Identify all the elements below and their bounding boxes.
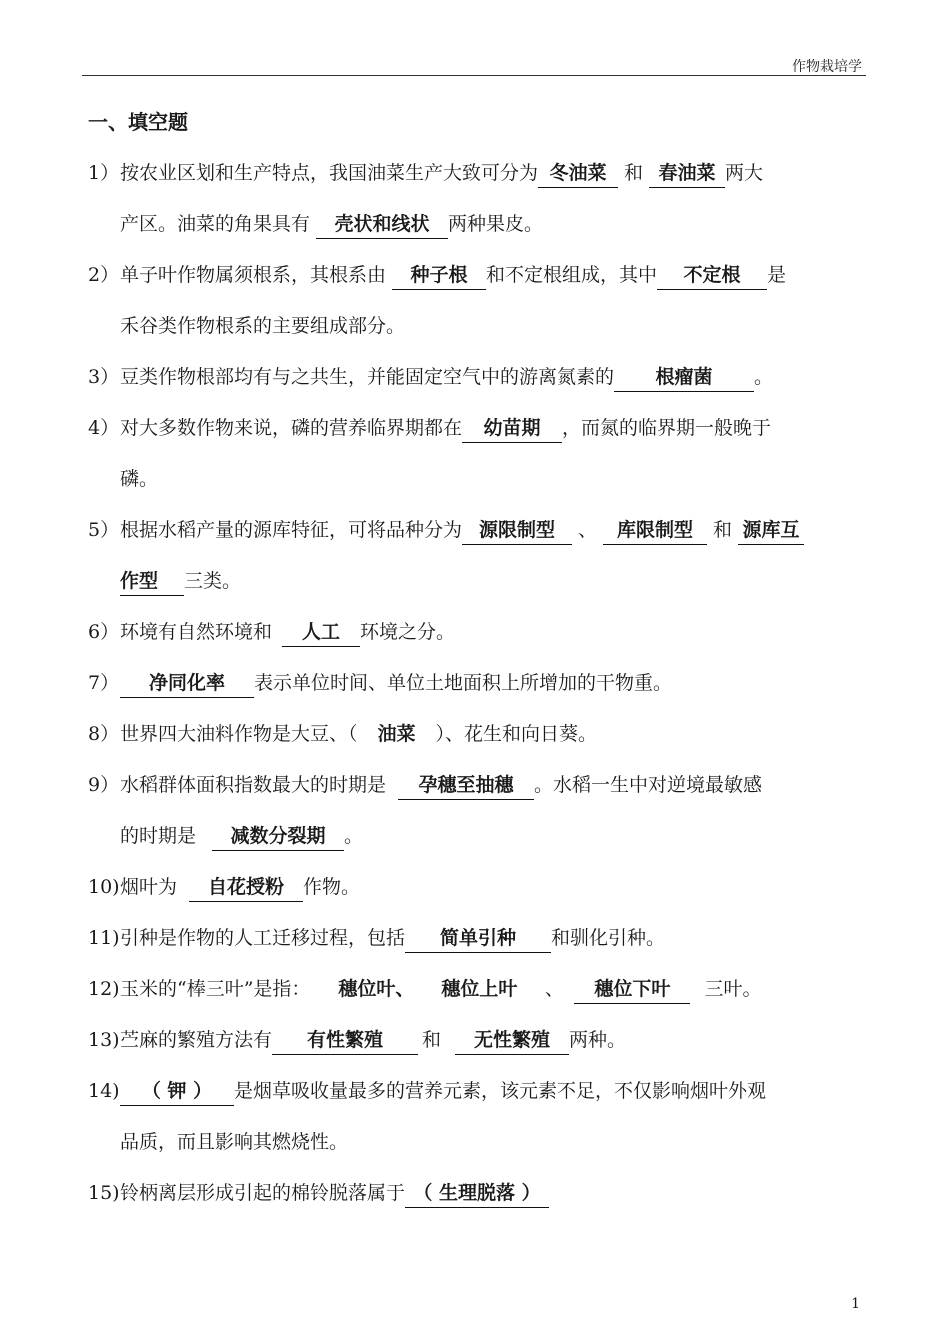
question-9 xyxy=(88,772,762,800)
question-text: 根据水稻产量的源库特征，可将品种分为 xyxy=(120,519,463,541)
question-text: 玉米的“棒三叶”是指： xyxy=(120,978,311,1000)
question-number: 14) xyxy=(88,1080,120,1102)
question-number: 11) xyxy=(88,927,120,949)
question-number: 8） xyxy=(88,723,120,745)
question-text: 。水稻一生中对逆境最敏感 xyxy=(534,774,763,796)
question-text: 表示单位时间、单位土地面积上所增加的干物重。 xyxy=(254,672,673,694)
question-text: 的时期是 xyxy=(120,825,197,847)
question-text: 是 xyxy=(767,264,787,286)
question-number: 2） xyxy=(88,264,120,286)
answer-blank: 自花授粉 xyxy=(189,874,303,902)
question-text: 水稻群体面积指数最大的时期是 xyxy=(120,774,387,796)
question-4-continued xyxy=(120,466,158,492)
question-2-continued xyxy=(120,313,405,339)
question-text: 磷。 xyxy=(120,468,159,490)
question-11 xyxy=(88,925,665,953)
question-text: 禾谷类作物根系的主要组成部分。 xyxy=(120,315,406,337)
answer-blank: 幼苗期 xyxy=(462,415,562,443)
question-number: 5） xyxy=(88,519,120,541)
answer-separator: 、 xyxy=(544,978,564,1000)
answer-text: 穗位叶、 xyxy=(338,978,415,1000)
question-14-continued xyxy=(120,1129,348,1155)
answer-blank: 穗位下叶 xyxy=(574,976,690,1004)
answer-blank: 简单引种 xyxy=(405,925,551,953)
answer-blank: 不定根 xyxy=(657,262,767,290)
question-text: 对大多数作物来说，磷的营养临界期都在 xyxy=(120,417,463,439)
question-text: 铃柄离层形成引起的棉铃脱落属于 xyxy=(120,1182,406,1204)
question-text: 引种是作物的人工迁移过程，包括 xyxy=(120,927,406,949)
question-text: 两种果皮。 xyxy=(448,213,544,235)
question-text: 两种。 xyxy=(569,1029,627,1051)
question-number: 10) xyxy=(88,876,120,898)
question-text: 两大 xyxy=(725,162,764,184)
question-7 xyxy=(88,670,672,698)
question-number: 6） xyxy=(88,621,120,643)
question-text: 单子叶作物属须根系，其根系由 xyxy=(120,264,387,286)
question-1 xyxy=(88,160,763,188)
question-number: 15) xyxy=(88,1182,120,1204)
question-1-continued xyxy=(120,211,543,239)
question-12 xyxy=(88,976,761,1004)
answer-blank: 源库互 xyxy=(738,517,804,545)
answer-blank: 壳状和线状 xyxy=(316,211,448,239)
question-text: 和 xyxy=(422,1029,442,1051)
question-number: 13) xyxy=(88,1029,120,1051)
section-title: 一、填空题 xyxy=(88,110,188,134)
question-text: ）、花生和向日葵。 xyxy=(435,723,598,745)
answer-blank: （ 生理脱落 ） xyxy=(405,1180,549,1208)
question-text: 按农业区划和生产特点，我国油菜生产大致可分为 xyxy=(120,162,539,184)
question-5-continued xyxy=(120,568,241,596)
page-number: 1 xyxy=(851,1296,860,1312)
answer-blank: 库限制型 xyxy=(603,517,707,545)
question-text: 和驯化引种。 xyxy=(551,927,666,949)
question-15 xyxy=(88,1180,549,1208)
question-text: 作物。 xyxy=(303,876,361,898)
question-text: 品质，而且影响其燃烧性。 xyxy=(120,1131,349,1153)
answer-blank: 作型 xyxy=(120,568,184,596)
answer-blank: 净同化率 xyxy=(120,670,254,698)
answer-text: 油菜 xyxy=(377,723,416,745)
answer-blank: （ 钾 ） xyxy=(120,1078,234,1106)
answer-blank: 源限制型 xyxy=(462,517,572,545)
question-number: 1） xyxy=(88,162,120,184)
answer-blank: 冬油菜 xyxy=(538,160,618,188)
question-number: 4） xyxy=(88,417,120,439)
question-text: 。 xyxy=(344,825,364,847)
question-2 xyxy=(88,262,786,290)
question-text: 三叶。 xyxy=(704,978,762,1000)
question-text: 环境之分。 xyxy=(360,621,456,643)
question-text: 、 xyxy=(578,519,598,541)
question-3 xyxy=(88,364,773,392)
question-4 xyxy=(88,415,771,443)
question-6 xyxy=(88,619,455,647)
answer-blank: 无性繁殖 xyxy=(455,1027,569,1055)
question-9-continued xyxy=(120,823,363,851)
answer-text: 穗位上叶 xyxy=(441,978,518,1000)
question-text: 和 xyxy=(713,519,733,541)
question-text: 三类。 xyxy=(184,570,242,592)
question-14 xyxy=(88,1078,766,1106)
question-5 xyxy=(88,517,804,545)
answer-blank: 减数分裂期 xyxy=(212,823,344,851)
answer-blank: 有性繁殖 xyxy=(272,1027,418,1055)
question-text: 豆类作物根部均有与之共生，并能固定空气中的游离氮素的 xyxy=(120,366,615,388)
question-text: ，而氮的临界期一般晚于 xyxy=(562,417,772,439)
question-8 xyxy=(88,721,597,747)
question-text: 。 xyxy=(754,366,774,388)
question-text: 环境有自然环境和 xyxy=(120,621,273,643)
question-text: 产区。油菜的角果具有 xyxy=(120,213,311,235)
question-text: 和不定根组成，其中 xyxy=(486,264,658,286)
question-number: 9） xyxy=(88,774,120,796)
question-text: 和 xyxy=(624,162,644,184)
question-number: 7） xyxy=(88,672,120,694)
question-text: 苎麻的繁殖方法有 xyxy=(120,1029,273,1051)
question-text: 世界四大油料作物是大豆、（ xyxy=(120,723,358,745)
question-text: 是烟草吸收量最多的营养元素，该元素不足，不仅影响烟叶外观 xyxy=(234,1080,767,1102)
answer-blank: 人工 xyxy=(282,619,360,647)
question-text: 烟叶为 xyxy=(120,876,178,898)
question-13 xyxy=(88,1027,626,1055)
answer-blank: 种子根 xyxy=(392,262,486,290)
header-rule xyxy=(82,75,866,76)
question-10 xyxy=(88,874,360,902)
answer-blank: 孕穗至抽穗 xyxy=(398,772,534,800)
answer-blank: 根瘤菌 xyxy=(614,364,754,392)
answer-blank: 春油菜 xyxy=(649,160,725,188)
header-title: 作物栽培学 xyxy=(792,59,862,75)
question-number: 3） xyxy=(88,366,120,388)
question-number: 12) xyxy=(88,978,120,1000)
